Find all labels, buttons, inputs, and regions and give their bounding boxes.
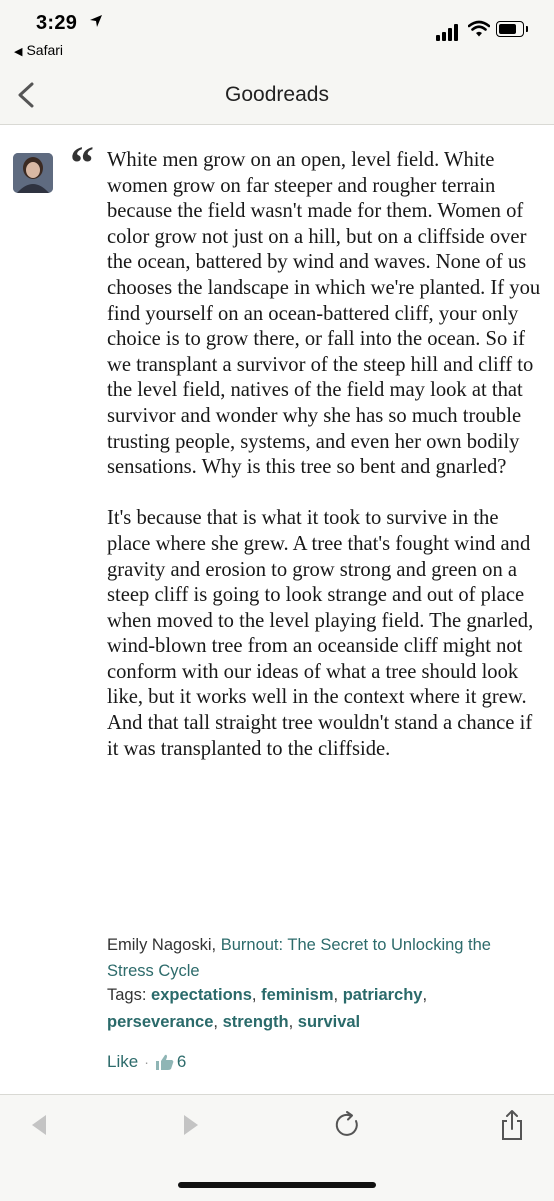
quote-attribution [107,932,537,984]
like-separator: · [144,1054,149,1070]
quote-paragraph: White men grow on an open, level field. White women grow on far steeper and rougher terrain because the field wasn't made for them. Women of color grow not just on a hill, but on a cliffside over the ocean, battered by wind and waves. None of us chooses the landscape in which we're planted. If you find yourself on an ocean-battered cliff, your only choice is to grow there, or fall into the ocean. So if we transplant a survivor of the steep hill and cliff to the level field, natives of the field may look at that survivor and wonder why she has so much trouble trusting people, systems, and even her own bodily sensations. Why is this tree so bent and gnarled? [107,149,541,479]
back-app-label: Safari [26,42,64,58]
tag-link[interactable]: patriarchy [342,986,423,1004]
battery-icon [496,21,524,37]
author-avatar[interactable] [13,153,53,193]
quote-paragraph: It's because that is what it took to survive in the place where she grew. A tree that's fought wind and gravity and erosion to grow strong and green on a steep cliff is going to look strange and out of place when moved to the level playing field. The gnarled, wind-blown tree from an oceanside cliff might not conform with our ideas of what a tree should look like, but it works well in the context where it grew. And that tall straight tree wouldn't stand a chance if it was transplanted to the cliffside. [107,507,534,760]
reload-icon[interactable] [332,1109,364,1141]
back-to-app-link[interactable] [14,42,63,58]
like-button[interactable]: Like [107,1052,139,1071]
tag-link[interactable]: expectations [151,986,252,1004]
cellular-signal-icon [436,21,462,41]
tag-link[interactable]: survival [297,1013,361,1031]
nav-header [0,66,554,125]
location-arrow-icon [88,13,104,29]
quote-text [107,148,545,762]
wifi-icon [468,20,490,38]
page-title: Goodreads [225,83,329,106]
home-indicator[interactable] [178,1182,376,1188]
forward-triangle-icon[interactable] [174,1109,206,1141]
like-count: 6 [176,1052,187,1071]
status-bar [0,0,554,66]
tag-link[interactable]: strength [222,1013,289,1031]
status-time: 3:29 [36,12,78,34]
share-icon[interactable] [496,1109,528,1141]
quote-mark-icon: “ [70,137,94,190]
quote-tags: Tags: expectations, feminism, patriarchy, perseverance, strength, survival [107,986,428,1031]
thumbs-up-icon [155,1053,175,1071]
tag-link[interactable]: feminism [261,986,334,1004]
author-name: Emily Nagoski, [107,936,217,954]
tags-label: Tags: [107,986,147,1004]
back-triangle-icon: ◀ [14,46,23,58]
like-row [107,1052,186,1072]
book-title-link[interactable]: Burnout: The Secret to Unlocking the Stress Cycle [107,936,491,980]
avatar-image [13,153,53,193]
battery-tip [526,26,528,32]
back-triangle-icon[interactable] [24,1109,56,1141]
tag-link[interactable]: perseverance [107,1013,214,1031]
